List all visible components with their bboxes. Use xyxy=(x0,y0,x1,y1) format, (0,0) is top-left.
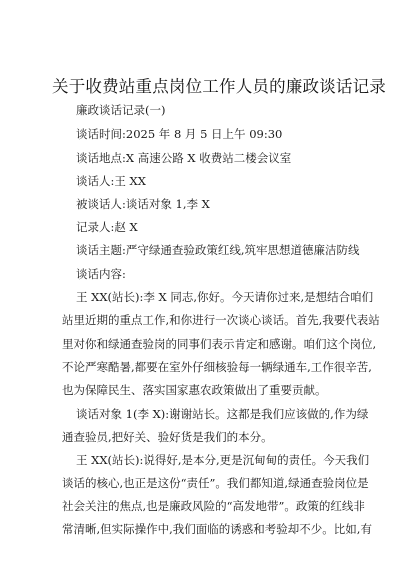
body-line: 里对你和绿通查验岗的同事们表示肯定和感谢。咱们这个岗位, xyxy=(62,337,377,351)
body-line: 通查验员,把好关、验好货是我们的本分。 xyxy=(62,430,273,444)
record-subtitle: 廉政谈话记录(一) xyxy=(76,103,166,117)
meta-topic: 谈话主题:严守绿通查验政策红线,筑牢思想道德廉洁防线 xyxy=(76,243,360,257)
body-line: 王 XX(站长):说得好,是本分,更是沉甸甸的责任。今天我们 xyxy=(76,453,370,467)
body-line: 谈话的核心,也正是这份“责任”。我们都知道,绿通查验岗位是 xyxy=(62,476,369,490)
body-line: 谈话对象 1(李 X):谢谢站长。这都是我们应该做的,作为绿 xyxy=(76,407,369,421)
body-line: 不论严寒酷暑,都要在室外仔细核验每一辆绿通车,工作很辛苦, xyxy=(62,360,372,374)
meta-interviewee: 被谈话人:谈话对象 1,李 X xyxy=(76,197,210,211)
body-line: 常清晰,但实际操作中,我们面临的诱惑和考验却不少。比如,有 xyxy=(62,522,372,536)
meta-time: 谈话时间:2025 年 8 月 5 日上午 09:30 xyxy=(76,127,283,141)
body-line: 社会关注的焦点,也是廉政风险的“高发地带”。政策的红线非 xyxy=(62,499,365,513)
body-line: 站里近期的重点工作,和你进行一次谈心谈话。首先,我要代表站 xyxy=(62,313,380,327)
body-line: 王 XX(站长):李 X 同志,你好。今天请你过来,是想结合咱们 xyxy=(76,290,374,304)
body-line: 也为保障民生、落实国家惠农政策做出了重要贡献。 xyxy=(62,383,327,397)
document-title: 关于收费站重点岗位工作人员的廉政谈话记录 xyxy=(52,77,386,96)
meta-interviewer: 谈话人:王 XX xyxy=(76,174,146,188)
meta-recorder: 记录人:赵 X xyxy=(76,220,138,234)
meta-content-label: 谈话内容: xyxy=(76,267,126,281)
meta-location: 谈话地点:X 高速公路 X 收费站二楼会议室 xyxy=(76,151,292,165)
